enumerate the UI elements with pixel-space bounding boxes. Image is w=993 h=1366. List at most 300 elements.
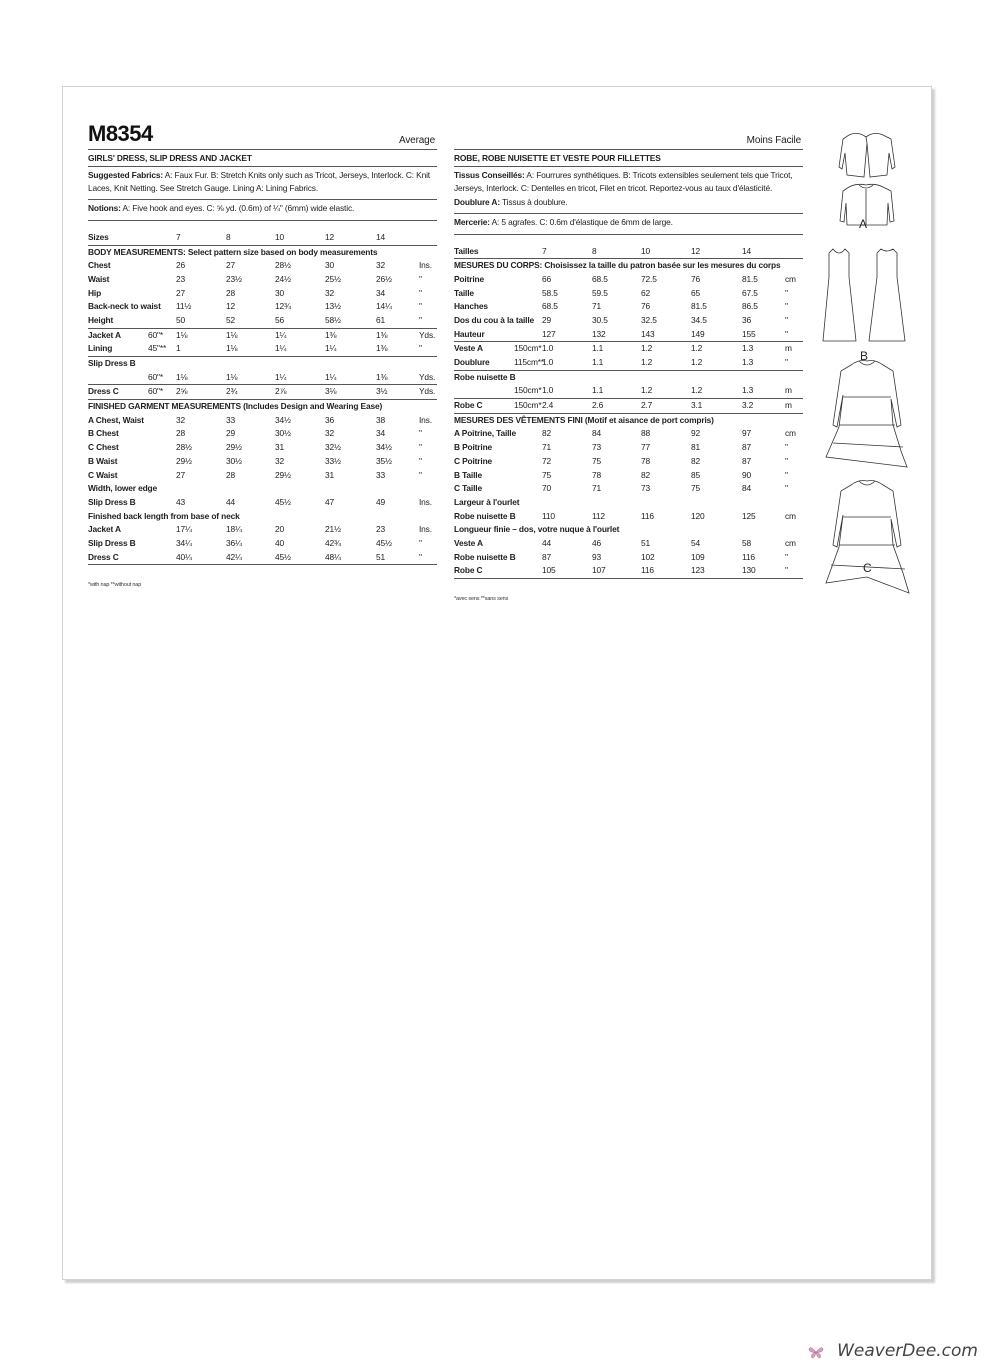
table-cell: 12¾ <box>275 301 291 312</box>
table-cell: 28 <box>176 428 186 439</box>
table-cell: 8 <box>592 245 597 256</box>
table-cell: Ins. <box>419 524 432 535</box>
table-cell: 1.2 <box>691 385 703 396</box>
table-cell: 30 <box>325 260 335 271</box>
table-cell: 59.5 <box>592 287 608 298</box>
table-cell: 1.3 <box>742 385 754 396</box>
table-row <box>88 469 437 483</box>
table-row <box>454 537 803 551</box>
table-cell: 68.5 <box>542 301 558 312</box>
table-row <box>454 384 803 399</box>
table-cell: 34.5 <box>691 314 707 325</box>
row-label: Back-neck to waist <box>88 301 161 312</box>
row-label: B Chest <box>88 428 119 439</box>
table-row <box>454 314 803 328</box>
difficulty-level: Average <box>398 135 435 146</box>
table-cell: " <box>419 301 422 312</box>
table-cell: 150cm* <box>514 400 542 411</box>
table-cell: 73 <box>641 483 651 494</box>
table-row <box>88 385 437 400</box>
table-cell: " <box>785 469 788 480</box>
table-cell: 34¼ <box>176 537 192 548</box>
table-cell: 58.5 <box>542 287 558 298</box>
notions <box>88 200 437 221</box>
table-cell: 123 <box>691 565 705 576</box>
table-cell: 71 <box>592 301 602 312</box>
table-cell: 105 <box>542 565 556 576</box>
dress-c-sketch-1 <box>826 361 907 468</box>
table-cell: 90 <box>742 469 752 480</box>
section-heading: Width, lower edge <box>88 483 158 494</box>
table-cell: cm <box>785 537 796 548</box>
table-cell: 14 <box>742 245 752 256</box>
table-cell: 60"* <box>148 386 163 397</box>
table-cell: 45½ <box>275 496 291 507</box>
table-row <box>454 328 803 343</box>
table-row <box>454 245 803 260</box>
table-cell: 31 <box>275 442 285 453</box>
table-cell: " <box>419 469 422 480</box>
row-label: C Waist <box>88 469 118 480</box>
table-cell: 85 <box>691 469 701 480</box>
table-cell: 92 <box>691 428 701 439</box>
row-label: Doublure <box>454 357 490 368</box>
table-cell: m <box>785 343 792 354</box>
table-cell: 2.6 <box>592 400 604 411</box>
table-row <box>454 427 803 441</box>
row-label: Poitrine <box>454 273 484 284</box>
table-row <box>88 523 437 537</box>
table-cell: 48¼ <box>325 551 341 562</box>
table-cell: 32 <box>176 414 186 425</box>
row-label: B Poitrine <box>454 442 493 453</box>
row-label: Robe nuisette B <box>454 510 516 521</box>
table-cell: " <box>419 273 422 284</box>
table-cell: " <box>419 442 422 453</box>
table-cell: 38 <box>376 414 386 425</box>
table-row <box>454 510 803 524</box>
table-cell: 17¼ <box>176 524 192 535</box>
table-cell: 1.1 <box>592 357 604 368</box>
table-cell: 10 <box>275 231 285 242</box>
table-row <box>88 441 437 455</box>
table-cell: 26½ <box>376 273 392 284</box>
table-cell: 29½ <box>275 469 291 480</box>
section-heading: BODY MEASUREMENTS: Select pattern size based on body measurements <box>88 246 378 257</box>
table-cell: " <box>419 455 422 466</box>
table-cell: 60"* <box>148 371 163 382</box>
english-column <box>88 121 437 593</box>
slip-dress-b-sketch <box>823 249 905 341</box>
section-heading: MESURES DU CORPS: Choisissez la taille du patron basée sur les mesures du corps <box>454 260 781 271</box>
table-cell: 116 <box>641 510 654 521</box>
section-heading: FINISHED GARMENT MEASUREMENTS (Includes Design and Wearing Ease) <box>88 401 383 412</box>
table-cell: 1.0 <box>542 357 554 368</box>
row-label: C Chest <box>88 442 119 453</box>
table-cell: 81.5 <box>691 301 707 312</box>
table-cell: Ins. <box>419 260 432 271</box>
table-cell: 26 <box>176 260 186 271</box>
table-cell: 68.5 <box>592 273 608 284</box>
table-cell: 72.5 <box>641 273 657 284</box>
table-row <box>454 342 803 356</box>
table-cell: 81 <box>691 442 701 453</box>
table-cell: 132 <box>592 328 606 339</box>
row-label: Robe C <box>454 565 483 576</box>
table-cell: Yds. <box>419 386 436 397</box>
table-cell: " <box>785 301 788 312</box>
table-cell: 49 <box>376 496 386 507</box>
table-cell: 87 <box>542 551 552 562</box>
table-row <box>454 469 803 483</box>
table-row <box>454 441 803 455</box>
table-cell: 87 <box>742 442 752 453</box>
table-cell: 1⅛ <box>226 343 238 354</box>
table-cell: 54 <box>691 537 701 548</box>
table-cell: " <box>785 357 788 368</box>
table-cell: 33½ <box>325 455 341 466</box>
table-row <box>88 259 437 273</box>
row-label: A Chest, Waist <box>88 414 144 425</box>
table-cell: 125 <box>742 510 756 521</box>
table-cell: 1⅛ <box>226 329 238 340</box>
fabrics-text: A: Faux Fur. B: Stretch Knits only such as Tricot, Jerseys, Interlock. C: Knit Laces, Knit Netting. See Stretch Gauge. Lining A: Lining Fabrics. <box>88 169 430 194</box>
table-cell: " <box>785 314 788 325</box>
table-cell: 1.2 <box>641 385 653 396</box>
row-label: Slip Dress B <box>88 496 136 507</box>
table-cell: 84 <box>742 483 752 494</box>
jacket-a-open-sketch <box>839 133 895 177</box>
table-cell: 42¼ <box>226 551 242 562</box>
table-cell: 10 <box>641 245 651 256</box>
table-cell: 127 <box>542 328 556 339</box>
row-label: B Taille <box>454 469 482 480</box>
lining-label: Doublure A: <box>454 197 500 208</box>
table-cell: 29 <box>542 314 552 325</box>
table-cell: 1 <box>176 343 181 354</box>
table-cell: 93 <box>592 551 602 562</box>
table-cell: 28 <box>226 287 236 298</box>
table-cell: Yds. <box>419 371 436 382</box>
table-cell: 71 <box>542 442 552 453</box>
notions <box>454 214 803 235</box>
table-cell: 1¼ <box>275 343 287 354</box>
table-cell: " <box>785 565 788 576</box>
table-cell: 2.7 <box>641 400 653 411</box>
row-label: Robe nuisette B <box>454 551 516 562</box>
view-label-b: B <box>860 349 869 363</box>
table-cell: 155 <box>742 328 756 339</box>
table-cell: 78 <box>641 455 651 466</box>
table-row <box>454 287 803 301</box>
table-row <box>88 537 437 551</box>
table-cell: 2⅝ <box>176 386 188 397</box>
table-cell: " <box>419 428 422 439</box>
table-row <box>88 300 437 314</box>
table-cell: 97 <box>742 428 752 439</box>
row-label: C Poitrine <box>454 455 493 466</box>
table-cell: 1⅜ <box>376 343 388 354</box>
row-label: Jacket A <box>88 524 121 535</box>
table-cell: 3½ <box>376 386 388 397</box>
table-cell: 45½ <box>376 537 392 548</box>
table-cell: 35½ <box>376 455 392 466</box>
section-heading: Longueur finie – dos, votre nuque à l'ourlet <box>454 524 620 535</box>
table-cell: 1¼ <box>325 371 337 382</box>
lining-text: Tissus à doublure. <box>499 197 568 208</box>
table-row <box>454 482 803 496</box>
table-cell: 1⅛ <box>176 371 188 382</box>
table-cell: 60"* <box>148 329 163 340</box>
table-row <box>454 300 803 314</box>
table-cell: 23½ <box>226 273 242 284</box>
table-cell: 12 <box>691 245 701 256</box>
table-cell: 27 <box>176 469 186 480</box>
table-cell: 28½ <box>275 260 291 271</box>
table-cell: " <box>785 551 788 562</box>
table-cell: 44 <box>542 537 552 548</box>
table-cell: 116 <box>742 551 755 562</box>
table-cell: 116 <box>641 565 654 576</box>
row-label: Robe C <box>454 400 483 411</box>
suggested-fabrics <box>88 167 437 200</box>
table-row <box>454 399 803 414</box>
table-cell: 33 <box>226 414 236 425</box>
table-row <box>454 455 803 469</box>
table-cell: 30½ <box>275 428 291 439</box>
table-cell: 34 <box>376 287 386 298</box>
table-cell: 27 <box>176 287 186 298</box>
table-cell: 12 <box>226 301 236 312</box>
table-cell: 1.3 <box>742 357 754 368</box>
table-cell: 36 <box>742 314 752 325</box>
table-cell: 28 <box>226 469 236 480</box>
footnote: *with nap **without nap <box>88 582 142 589</box>
table-cell: 21½ <box>325 524 341 535</box>
table-cell: 107 <box>592 565 606 576</box>
table-cell: 1⅜ <box>376 371 388 382</box>
garment-title: ROBE, ROBE NUISETTE ET VESTE POUR FILLETTES <box>454 150 803 167</box>
table-cell: 29½ <box>176 455 192 466</box>
table-cell: 8 <box>226 231 231 242</box>
table-cell: 87 <box>742 455 752 466</box>
table-cell: 23 <box>176 273 186 284</box>
view-label-c: C <box>863 561 872 575</box>
table-cell: 27 <box>226 260 236 271</box>
row-label: Hip <box>88 287 102 298</box>
table-cell: 32 <box>376 260 386 271</box>
table-cell: 28½ <box>176 442 192 453</box>
table-cell: 29½ <box>226 442 242 453</box>
table-cell: 25½ <box>325 273 341 284</box>
table-cell: cm <box>785 428 796 439</box>
table-row <box>88 273 437 287</box>
table-cell: 36¼ <box>226 537 242 548</box>
row-label: B Waist <box>88 455 118 466</box>
table-cell: 56 <box>275 314 285 325</box>
table-cell: Yds. <box>419 329 436 340</box>
row-label: Chest <box>88 260 111 271</box>
table-cell: " <box>419 537 422 548</box>
table-row <box>88 496 437 510</box>
row-label: Tailles <box>454 245 479 256</box>
table-row <box>454 564 803 579</box>
table-cell: 1⅛ <box>176 329 188 340</box>
table-cell: " <box>419 314 422 325</box>
table-cell: 40 <box>275 537 285 548</box>
table-row <box>88 455 437 469</box>
table-cell: 52 <box>226 314 236 325</box>
table-cell: 43 <box>176 496 186 507</box>
watermark-text: WeaverDee.com <box>837 1341 978 1361</box>
table-cell: 14¼ <box>376 301 392 312</box>
french-column <box>454 127 803 607</box>
table-cell: 1.1 <box>592 343 604 354</box>
table-cell: 1.2 <box>641 357 653 368</box>
row-label: Sizes <box>88 231 109 242</box>
section-heading: Finished back length from base of neck <box>88 510 240 521</box>
table-cell: cm <box>785 273 796 284</box>
section-heading: MESURES DES VÊTEMENTS FINI (Motif et aisance de port compris) <box>454 414 714 425</box>
table-cell: 73 <box>592 442 602 453</box>
row-label: Dress C <box>88 551 119 562</box>
table-cell: " <box>785 442 788 453</box>
table-cell: 40¼ <box>176 551 192 562</box>
table-cell: 150cm* <box>514 385 542 396</box>
table-cell: 50 <box>176 314 186 325</box>
table-cell: " <box>419 551 422 562</box>
table-cell: 31 <box>325 469 335 480</box>
table-cell: 61 <box>376 314 386 325</box>
notions-label: Notions: <box>88 203 121 214</box>
table-cell: 1.2 <box>641 343 653 354</box>
table-cell: 71 <box>592 483 602 494</box>
table-cell: 2⅞ <box>275 386 287 397</box>
table-cell: 36 <box>325 414 335 425</box>
table-cell: 34 <box>376 428 386 439</box>
table-cell: 24½ <box>275 273 291 284</box>
table-row <box>88 427 437 441</box>
fabrics-label: Tissus Conseillés: <box>454 169 525 180</box>
row-label: Jacket A <box>88 329 121 340</box>
row-label: Hanches <box>454 301 488 312</box>
table-cell: 7 <box>542 245 547 256</box>
table-row <box>454 551 803 565</box>
table-cell: 3.1 <box>691 400 703 411</box>
table-cell: 32 <box>325 428 335 439</box>
table-cell: 1⅜ <box>325 329 337 340</box>
english-header <box>88 121 437 150</box>
table-cell: 2¾ <box>226 386 238 397</box>
table-cell: 32 <box>325 287 335 298</box>
table-cell: 62 <box>641 287 651 298</box>
table-cell: 130 <box>742 565 756 576</box>
table-cell: 58½ <box>325 314 341 325</box>
table-cell: 120 <box>691 510 705 521</box>
row-label: Veste A <box>454 537 483 548</box>
table-cell: 1.0 <box>542 343 554 354</box>
table-cell: 34½ <box>275 414 291 425</box>
table-cell: 1.3 <box>742 343 754 354</box>
footnote: *avec sens **sans sens <box>454 596 509 603</box>
table-cell: 1.2 <box>691 357 703 368</box>
french-header <box>454 127 803 150</box>
table-cell: 1⅜ <box>376 329 388 340</box>
table-cell: 46 <box>592 537 602 548</box>
garment-title: GIRLS' DRESS, SLIP DRESS AND JACKET <box>88 150 437 167</box>
table-cell: 82 <box>691 455 701 466</box>
table-row <box>88 314 437 329</box>
table-cell: " <box>419 287 422 298</box>
table-cell: 51 <box>376 551 386 562</box>
section-heading: Robe nuisette B <box>454 371 516 382</box>
table-row <box>454 273 803 287</box>
pattern-number: M8354 <box>88 121 153 146</box>
table-row <box>88 551 437 566</box>
table-cell: 30 <box>275 287 285 298</box>
row-label: Slip Dress B <box>88 537 136 548</box>
view-label-a: A <box>859 217 868 231</box>
table-cell: 75 <box>542 469 552 480</box>
table-cell: 34½ <box>376 442 392 453</box>
table-cell: 3⅛ <box>325 386 337 397</box>
table-row <box>88 231 437 246</box>
table-cell: 1⅛ <box>226 371 238 382</box>
table-cell: 1¼ <box>275 371 287 382</box>
table-cell: 1¼ <box>275 329 287 340</box>
table-cell: 30½ <box>226 455 242 466</box>
table-cell: 82 <box>641 469 651 480</box>
table-cell: 32.5 <box>641 314 657 325</box>
section-heading: Slip Dress B <box>88 358 136 368</box>
row-label: A Poitrine, Taille <box>454 428 516 439</box>
table-cell: 110 <box>542 510 555 521</box>
table-cell: 75 <box>691 483 701 494</box>
table-cell: 2.4 <box>542 400 554 411</box>
table-cell: 58 <box>742 537 752 548</box>
table-cell: 112 <box>592 510 605 521</box>
table-cell: 143 <box>641 328 655 339</box>
table-cell: 14 <box>376 231 386 242</box>
notions-text: A: 5 agrafes. C: 0.6m d'élastique de 6mm de large. <box>489 216 673 227</box>
table-cell: 42¾ <box>325 537 341 548</box>
table-cell: 11½ <box>176 301 192 312</box>
row-label: Hauteur <box>454 328 485 339</box>
table-cell: m <box>785 385 792 396</box>
dress-c-sketch-2 <box>826 481 909 594</box>
table-cell: " <box>785 328 788 339</box>
table-cell: 1.0 <box>542 385 554 396</box>
table-cell: 51 <box>641 537 651 548</box>
table-cell: cm <box>785 510 796 521</box>
table-cell: 75 <box>592 455 602 466</box>
table-cell: 32½ <box>325 442 341 453</box>
table-row <box>88 414 437 428</box>
table-cell: 65 <box>691 287 701 298</box>
table-cell: 1¼ <box>325 343 337 354</box>
pattern-envelope-back <box>62 86 932 1280</box>
table-cell: 67.5 <box>742 287 758 298</box>
table-cell: 45"** <box>148 343 167 354</box>
table-cell: 149 <box>691 328 705 339</box>
table-row <box>454 356 803 371</box>
table-row <box>88 329 437 343</box>
view-sketches <box>821 125 921 635</box>
table-cell: " <box>785 455 788 466</box>
table-cell: 76 <box>691 273 701 284</box>
table-cell: 81.5 <box>742 273 758 284</box>
row-label: Dress C <box>88 386 119 397</box>
